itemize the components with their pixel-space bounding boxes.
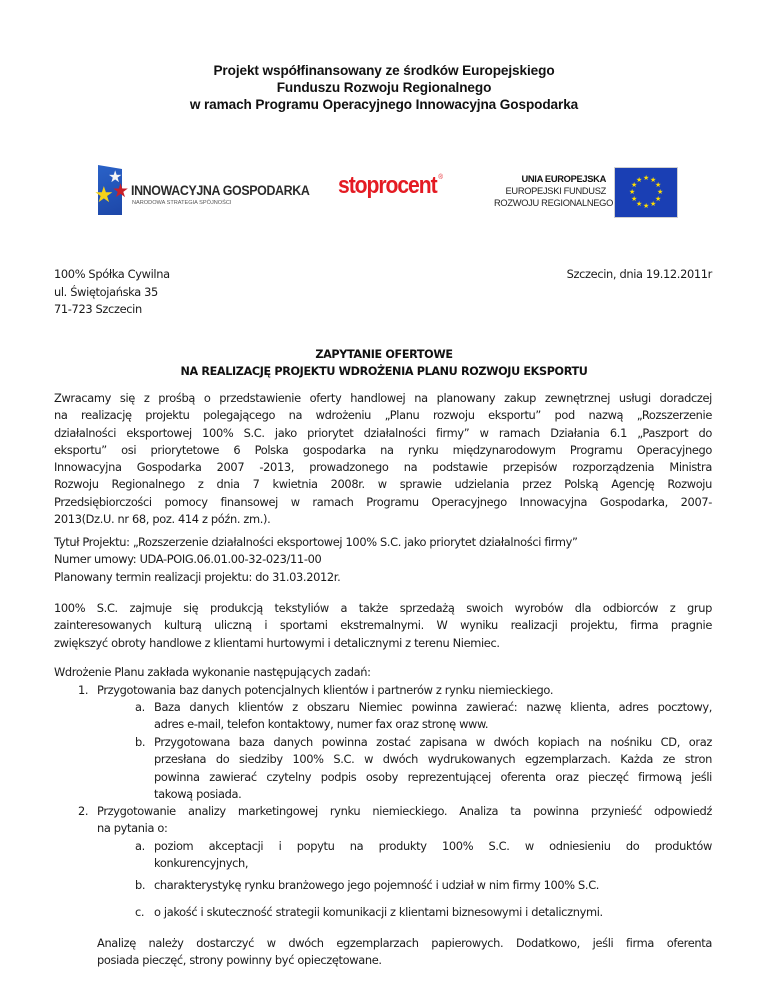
list-line: przesłana do siedziby 100% S.C. w dwóch wydrukowanych egzemplarzach. Każda ze stron: [154, 752, 712, 767]
project-title-line: Tytuł Projektu: „Rozszerzenie działalności eksportowej 100% S.C. jako priorytet działalności firmy”: [54, 535, 578, 549]
list-line: posiada pieczęć, strony powinny być opieczętowane.: [97, 953, 382, 968]
list-line: Przygotowania baz danych potencjalnych klientów i partnerów z rynku niemieckiego.: [97, 683, 554, 697]
deadline-line: Planowany termin realizacji projektu: do 31.03.2012r.: [54, 569, 341, 584]
list-line: powinna zawierać czytelny podpis osoby reprezentującej oferenta oraz pieczęć firmową jeśli: [154, 769, 712, 784]
sender-address: [54, 266, 170, 319]
paragraph-line: Zwracamy się z prośbą o przedstawienie oferty handlowej na planowany zakup zewnętrznej usługi doradczej: [54, 391, 712, 405]
eu-star-icon: ★: [643, 174, 650, 182]
paragraph-line: działalności eksportowej 100% S.C. jako priorytet działalności firmy” w ramach Działania 6.1 „Paszport do: [54, 425, 712, 440]
paragraph-line: na realizację projektu polegającego na wdrożeniu „Planu rozwoju eksportu” pod nazwą „Rozszerzenie: [54, 408, 712, 423]
note-text: [97, 935, 712, 970]
task-text: [97, 803, 712, 838]
title-line-2: NA REALIZACJĘ PROJEKTU WDROŻENIA PLANU ROZWOJU EKSPORTU: [180, 365, 588, 378]
eu-logo-line: UNIA EUROPEJSKA: [521, 174, 606, 184]
tasks-intro: Wdrożenie Planu zakłada wykonanie następujących zadań:: [54, 665, 371, 679]
list-line: Analizę należy dostarczyć w dwóch egzemplarzach papierowych. Dodatkowo, jeśli firma oferenta: [97, 936, 712, 950]
eu-star-icon: ★: [636, 200, 643, 208]
list-line: na pytania o:: [97, 821, 168, 836]
eu-star-icon: ★: [657, 188, 664, 196]
sub-item-text: [154, 699, 712, 734]
ig-logo-subtitle: NARODOWA STRATEGIA SPÓJNOŚCI: [132, 200, 232, 206]
stoprocent-logo-text: stoprocent: [338, 172, 437, 199]
intro-paragraph: [54, 390, 712, 528]
eu-star-icon: ★: [629, 188, 636, 196]
list-letter: b.: [135, 878, 146, 892]
list-line: konkurencyjnych,: [154, 856, 249, 871]
paragraph-line: eksportu” osi priorytetowe 6 Polska gospodarka na rynku międzynarodowym Programu Operacyjnego: [54, 442, 712, 457]
eu-flag-icon: [614, 167, 678, 218]
sub-item-text: [154, 838, 712, 873]
list-line: poziom akceptacji i popytu na produkty 100% S.C. w odniesieniu do produktów: [154, 839, 712, 853]
eu-star-icon: ★: [655, 195, 662, 203]
paragraph-line: 2013(Dz.U. nr 68, poz. 414 z późn. zm.).: [54, 512, 271, 527]
yellow-star-icon: ★: [94, 183, 114, 208]
red-star-icon: ★: [112, 180, 130, 202]
eu-star-icon: ★: [650, 176, 657, 184]
header-line: Projekt współfinansowany ze środków Europejskiego: [213, 63, 555, 78]
header-line: w ramach Programu Operacyjnego Innowacyjna Gospodarka: [189, 97, 579, 112]
document-title: [100, 346, 668, 380]
document-date: Szczecin, dnia 19.12.2011r: [566, 267, 712, 281]
eu-star-icon: ★: [650, 200, 657, 208]
eu-logo-line: EUROPEJSKI FUNDUSZ: [505, 186, 606, 196]
list-line: adres e-mail, telefon kontaktowy, numer fax oraz stronę www.: [154, 717, 489, 732]
address-line: ul. Świętojańska 35: [54, 284, 158, 299]
eu-star-icon: ★: [655, 181, 662, 189]
eu-logo-line: ROZWOJU REGIONALNEGO: [494, 198, 613, 208]
address-line: 100% Spółka Cywilna: [54, 267, 170, 281]
paragraph-line: zwiększyć obroty handlowe z klientami hurtowymi i detalicznymi z terenu Niemiec.: [54, 635, 500, 650]
list-letter: a.: [135, 839, 145, 853]
eu-star-icon: ★: [643, 202, 650, 210]
ig-logo-name: INNOWACYJNA GOSPODARKA: [131, 183, 310, 198]
company-paragraph: [54, 600, 712, 652]
eu-star-icon: ★: [636, 176, 643, 184]
registered-mark: ®: [438, 174, 443, 181]
header-line: Funduszu Rozwoju Regionalnego: [276, 80, 492, 95]
paragraph-line: Innowacyjna Gospodarka 2007 -2013, prowadzonego na podstawie przepisów rozporządzenia Ministra: [54, 460, 712, 475]
list-number: 1.: [78, 683, 89, 697]
cofinancing-header: [100, 62, 668, 113]
list-line: takową posiada.: [154, 786, 242, 801]
list-line: Przygotowanie analizy marketingowej rynku niemieckiego. Analiza ta powinna przynieść odpowiedź: [97, 804, 712, 818]
list-line: charakterystykę rynku branżowego jego pojemność i udział w nim firmy 100% S.C.: [154, 878, 600, 892]
eu-star-icon: ★: [631, 181, 638, 189]
list-number: 2.: [78, 804, 89, 818]
sub-item-text: [154, 877, 712, 894]
sub-item-text: [154, 904, 712, 921]
eu-fund-logo-text: [494, 173, 613, 209]
white-star-icon: ★: [108, 167, 123, 186]
list-letter: b.: [135, 735, 146, 749]
title-line-1: ZAPYTANIE OFERTOWE: [315, 348, 453, 361]
contract-number-line: Numer umowy: UDA-POIG.06.01.00-32-023/11-00: [54, 552, 322, 567]
project-info: [54, 534, 712, 586]
stoprocent-logo: [338, 172, 441, 200]
list-line: Baza danych klientów z obszaru Niemiec powinna zawierać: nazwę klienta, adres pocztowy,: [154, 700, 712, 714]
list-line: o jakość i skuteczność strategii komunikacji z klientami biznesowymi i detalicznymi.: [154, 905, 603, 919]
address-line: 71-723 Szczecin: [54, 302, 142, 316]
sub-item-text: [154, 734, 712, 803]
task-text: [97, 682, 717, 699]
paragraph-line: 100% S.C. zajmuje się produkcją tekstyliów a także sprzedażą swoich wyrobów dla odbiorców z grup: [54, 601, 712, 615]
innowacyjna-gospodarka-logo: [94, 165, 310, 220]
list-letter: a.: [135, 700, 145, 714]
paragraph-line: Przedsiębiorczości pomocy finansowej w ramach Programu Operacyjnego Innowacyjna Gospodarka, 2007-: [54, 494, 712, 509]
list-letter: c.: [135, 905, 145, 919]
paragraph-line: zainteresowanych kulturą uliczną i sportami ekstremalnymi. W wyniku realizacji projektu, firma pragnie: [54, 618, 712, 633]
eu-star-icon: ★: [631, 195, 638, 203]
paragraph-line: Rozwoju Regionalnego z dnia 7 kwietnia 2008r. w sprawie udzielania przez Polską Agencję Rozwoju: [54, 477, 712, 492]
list-line: Przygotowana baza danych powinna zostać zapisana w dwóch kopiach na nośniku CD, oraz: [154, 735, 712, 749]
